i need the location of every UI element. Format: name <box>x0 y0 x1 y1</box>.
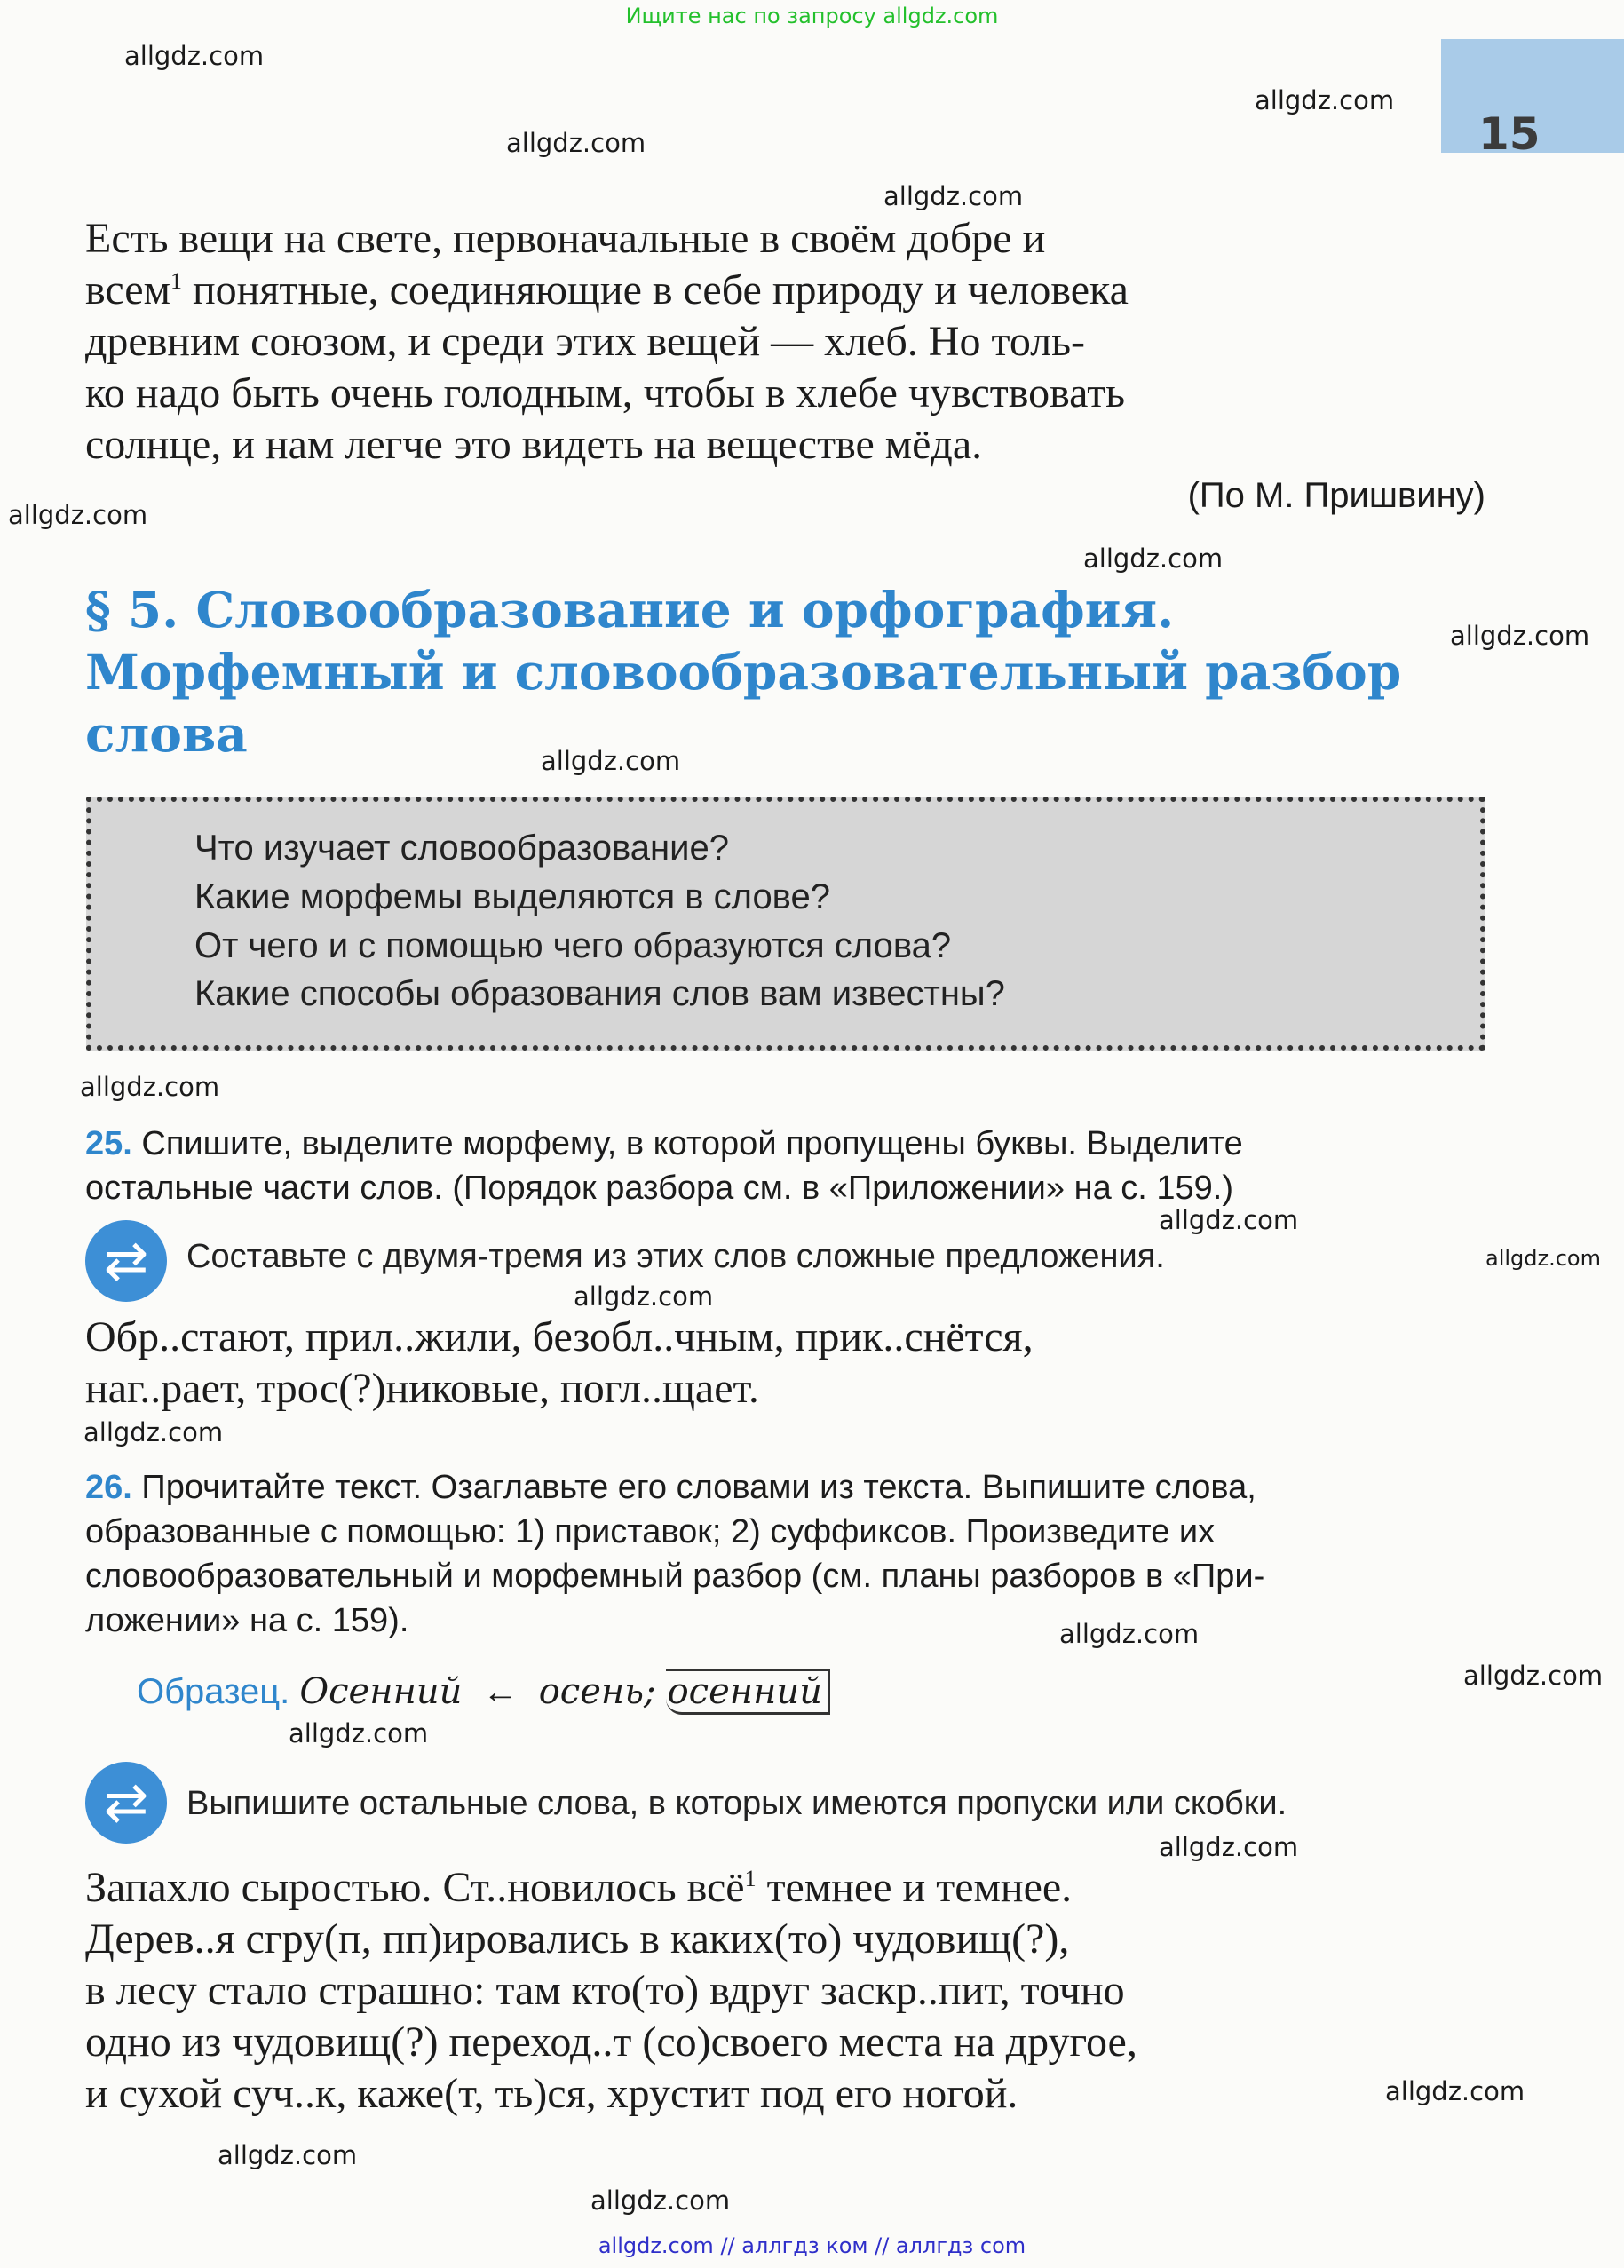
watermark: allgdz.com <box>574 1281 714 1312</box>
footnote-mark: 1 <box>170 268 182 294</box>
text-line: Дерев..я сгру(п, пп)ировались в каких(то) чудовищ(?), <box>85 1915 1070 1963</box>
refresh-arrows-icon: ⇄ <box>85 1220 167 1302</box>
task-26-subtask: Выпишите остальные слова, в которых имеются пропуски или скобки. <box>186 1785 1287 1822</box>
intro-line: древним союзом, и среди этих вещей — хлеб. Но толь- <box>85 318 1086 365</box>
watermark: allgdz.com <box>80 1072 220 1102</box>
sample-boxed: осенний <box>666 1669 830 1715</box>
intro-line: понятные, соединяющие в себе природу и человека <box>181 266 1129 313</box>
question: Что изучает словообразование? <box>194 829 729 868</box>
words-line: Обр..стают, прил..жили, безобл..чным, прик..снётся, <box>85 1313 1034 1360</box>
watermark: allgdz.com <box>1450 621 1590 651</box>
watermark: allgdz.com <box>541 746 681 776</box>
watermark: allgdz.com <box>1059 1619 1200 1649</box>
task-26 <box>85 1465 1493 1643</box>
text-line: и сухой суч..к, каже(т, ть)ся, хрустит под его ногой. <box>85 2070 1018 2117</box>
intro-line: солнце, и нам легче это видеть на веществе мёда. <box>85 421 983 468</box>
question: Какие способы образования слов вам известны? <box>194 974 1005 1013</box>
watermark: allgdz.com <box>289 1718 429 1749</box>
footnote-mark: 1 <box>744 1866 757 1891</box>
section-heading-line: Морфемный и словообразовательный разбор <box>85 643 1402 701</box>
watermark: allgdz.com <box>1083 543 1224 574</box>
task-number: 25. <box>85 1125 132 1162</box>
intro-line: Есть вещи на свете, первоначальные в своём добре и <box>85 215 1046 262</box>
task-25 <box>85 1122 1493 1210</box>
top-banner[interactable]: Ищите нас по запросу allgdz.com <box>625 4 999 28</box>
questions-box <box>86 797 1485 1051</box>
section-heading-line: § 5. Словообразование и орфография. <box>85 581 1175 638</box>
question: Какие морфемы выделяются в слове? <box>194 877 830 916</box>
task-25-words <box>85 1312 1488 1415</box>
section-heading <box>85 579 1506 765</box>
intro-paragraph <box>85 213 1488 471</box>
sample-word: Осенний <box>299 1671 463 1712</box>
task-text: ложении» на с. 159). <box>85 1602 409 1639</box>
task-text: остальные части слов. (Порядок разбора см. в «Приложении» на с. 159.) <box>85 1170 1233 1207</box>
watermark: allgdz.com <box>124 41 265 71</box>
watermark: allgdz.com <box>1159 1832 1299 1862</box>
task-text: словообразовательный и морфемный разбор (см. планы разборов в «При- <box>85 1558 1265 1595</box>
sample <box>137 1671 830 1712</box>
sample-label: Образец. <box>137 1672 290 1711</box>
question: От чего и с помощью чего образуются слова? <box>194 926 952 965</box>
sample-base: осень; <box>538 1671 656 1712</box>
text-line: Запахло сыростью. Ст..новилось всё <box>85 1864 745 1911</box>
watermark: allgdz.com <box>883 181 1024 211</box>
text-line: в лесу стало страшно: там кто(то) вдруг заскр..пит, точно <box>85 1967 1125 2014</box>
watermark: allgdz.com <box>506 128 646 158</box>
page-number: 15 <box>1478 108 1541 160</box>
intro-line: ко надо быть очень голодным, чтобы в хлебе чувствовать <box>85 369 1126 416</box>
refresh-arrows-icon: ⇄ <box>85 1762 167 1844</box>
watermark: allgdz.com <box>1463 1661 1604 1691</box>
watermark: allgdz.com <box>1485 1246 1601 1271</box>
watermark: allgdz.com <box>83 1417 224 1447</box>
watermark: allgdz.com <box>218 2140 358 2170</box>
task-text: Прочитайте текст. Озаглавьте его словами из текста. Выпишите слова, <box>141 1469 1256 1506</box>
watermark: allgdz.com <box>1255 85 1395 115</box>
watermark: allgdz.com <box>590 2185 731 2216</box>
task-26-text <box>85 1862 1488 2120</box>
watermark: allgdz.com <box>8 500 148 530</box>
task-25-subtask: Составьте с двумя-тремя из этих слов сложные предложения. <box>186 1238 1165 1275</box>
task-text: образованные с помощью: 1) приставок; 2) суффиксов. Произведите их <box>85 1513 1216 1550</box>
text-line: темнее и темнее. <box>756 1864 1073 1911</box>
watermark: allgdz.com <box>1385 2076 1525 2106</box>
text-line: одно из чудовищ(?) переход..т (со)своего места на другое, <box>85 2018 1137 2066</box>
intro-line: всем <box>85 266 170 313</box>
quote-attribution: (По М. Пришвину) <box>1187 476 1485 515</box>
words-line: наг..рает, трос(?)никовые, погл..щает. <box>85 1365 759 1412</box>
section-heading-line: слова <box>85 705 248 763</box>
arrow-left-icon: ← <box>482 1672 519 1711</box>
task-number: 26. <box>85 1469 132 1506</box>
watermark: allgdz.com <box>1159 1205 1299 1235</box>
task-text: Спишите, выделите морфему, в которой пропущены буквы. Выделите <box>141 1125 1243 1162</box>
bottom-banner[interactable]: allgdz.com // аллгдз ком // аллгдз com <box>598 2233 1026 2258</box>
